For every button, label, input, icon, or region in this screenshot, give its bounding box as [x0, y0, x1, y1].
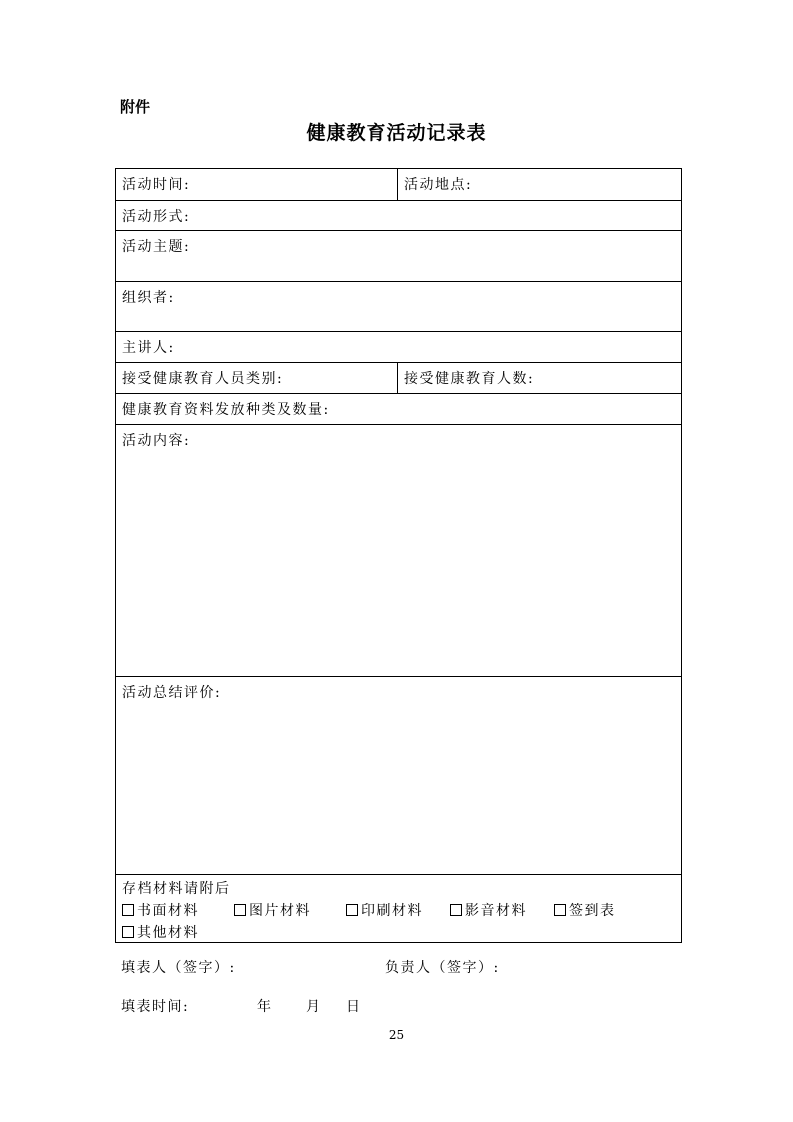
- audience-type-field[interactable]: 接受健康教育人员类别:: [116, 363, 398, 394]
- checkbox-icon: [122, 904, 134, 916]
- checkbox-icon: [554, 904, 566, 916]
- page-number: 25: [388, 1028, 405, 1042]
- activity-location-field[interactable]: 活动地点:: [398, 169, 682, 201]
- annex-label: 附件: [120, 98, 151, 116]
- activity-evaluation-field[interactable]: 活动总结评价:: [116, 677, 682, 875]
- archive-heading: 存档材料请附后: [122, 881, 231, 897]
- checkbox-icon: [346, 904, 358, 916]
- record-table: [115, 168, 682, 943]
- checkbox-label: 其他材料: [137, 925, 199, 941]
- checkbox-icon: [122, 926, 134, 938]
- checkbox-sign-in-sheet[interactable]: [554, 900, 658, 920]
- checkbox-label: 书面材料: [137, 903, 199, 919]
- checkbox-label: 签到表: [569, 903, 616, 919]
- checkbox-icon: [234, 904, 246, 916]
- audience-count-field[interactable]: 接受健康教育人数:: [398, 363, 682, 394]
- archive-materials-cell: [116, 875, 682, 943]
- checkbox-picture-materials[interactable]: [234, 900, 346, 920]
- checkbox-label: 印刷材料: [361, 903, 423, 919]
- checkbox-icon: [450, 904, 462, 916]
- activity-form-field[interactable]: 活动形式:: [116, 201, 682, 231]
- checkbox-printed-materials[interactable]: [346, 900, 450, 920]
- checkbox-audiovisual-materials[interactable]: [450, 900, 554, 920]
- day-label: 日: [346, 999, 362, 1015]
- fill-time-label[interactable]: 填表时间:: [121, 999, 190, 1015]
- responsible-signature-label[interactable]: 负责人（签字）:: [385, 960, 500, 976]
- month-label: 月: [306, 999, 322, 1015]
- activity-time-field[interactable]: 活动时间:: [116, 169, 398, 201]
- speaker-field[interactable]: 主讲人:: [116, 332, 682, 363]
- organizer-field[interactable]: 组织者:: [116, 282, 682, 332]
- form-title: 健康教育活动记录表: [306, 122, 487, 144]
- checkbox-written-materials[interactable]: [122, 900, 234, 920]
- materials-field[interactable]: 健康教育资料发放种类及数量:: [116, 394, 682, 425]
- activity-content-field[interactable]: 活动内容:: [116, 425, 682, 677]
- activity-theme-field[interactable]: 活动主题:: [116, 231, 682, 282]
- year-label: 年: [257, 999, 273, 1015]
- checkbox-label: 影音材料: [465, 903, 527, 919]
- checkbox-label: 图片材料: [249, 903, 311, 919]
- checkbox-other-materials[interactable]: [122, 922, 234, 942]
- filler-signature-label[interactable]: 填表人（签字）:: [121, 960, 236, 976]
